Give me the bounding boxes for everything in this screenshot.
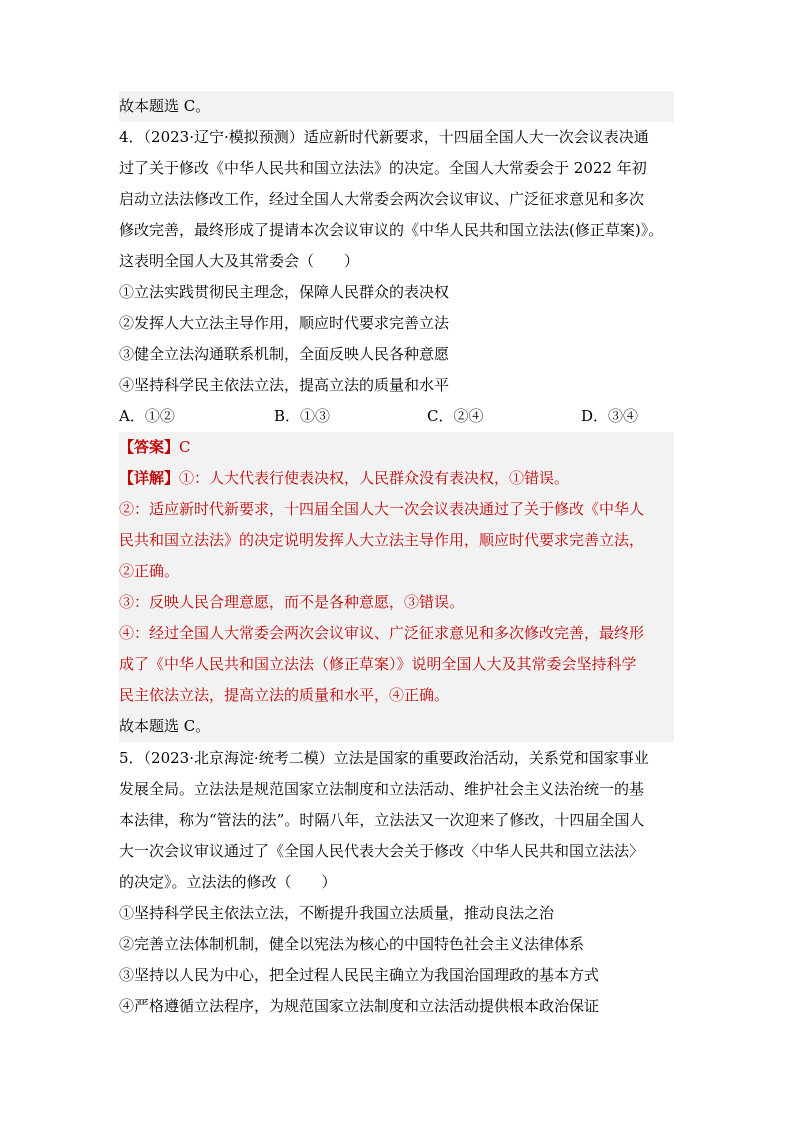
q4-answer <box>119 432 674 463</box>
q4-stem-line: 启动立法法修改工作，经过全国人大常委会两次会议审议、广泛征求意见和多次 <box>119 190 645 208</box>
detail-tag: 【详解】 <box>119 469 180 487</box>
detail-text: ①：人大代表行使表决权，人民群众没有表决权，①错误。 <box>179 469 570 487</box>
q4-detail-line: 成了《中华人民共和国立法法（修正草案）》说明全国人大及其常委会坚持科学 <box>119 649 674 680</box>
q4-statement-3: ③健全立法沟通联系机制，全面反映人民各种意愿 <box>119 345 450 363</box>
q4-statement-4: ④坚持科学民主依法立法，提高立法的质量和水平 <box>119 376 450 394</box>
q4-option-d: D．③④ <box>581 407 639 425</box>
q5-stem-line: 发展全局。立法法是规范国家立法制度和立法活动、维护社会主义法治统一的基 <box>119 780 645 798</box>
q4-stem-line: 过了关于修改《中华人民共和国立法法》的决定。全国人大常委会于 2022 年初 <box>119 159 647 177</box>
q4-detail-line: 民主依法立法，提高立法的质量和水平，④正确。 <box>119 680 674 711</box>
q4-detail-line: 民共和国立法法》的决定说明发挥人大立法主导作用，顺应时代要求完善立法， <box>119 525 674 556</box>
q4-option-b: B．①③ <box>274 407 331 425</box>
q4-options <box>119 401 674 432</box>
q5-statement-1: ①坚持科学民主依法立法，不断提升我国立法质量，推动良法之治 <box>119 904 555 922</box>
q4-statement-2: ②发挥人大立法主导作用，顺应时代要求完善立法 <box>119 314 450 332</box>
q4-stem-line: 修改完善，最终形成了提请本次会议审议的《中华人民共和国立法法(修正草案)》。 <box>119 221 664 239</box>
q5-statement-3: ③坚持以人民为中心，把全过程人民民主确立为我国治国理政的基本方式 <box>119 966 600 984</box>
q4-option-a: A．①② <box>119 407 175 425</box>
q5-stem-line: 的决定》。立法法的修改（ ） <box>119 873 337 891</box>
q5-statement-4: ④严格遵循立法程序，为规范国家立法制度和立法活动提供根本政治保证 <box>119 997 600 1015</box>
prev-conclusion: 故本题选 C。 <box>119 91 674 122</box>
q5-statement-2: ②完善立法体制机制，健全以宪法为核心的中国特色社会主义法律体系 <box>119 935 585 953</box>
q4-detail-line: ④：经过全国人大常委会两次会议审议、广泛征求意见和多次修改完善，最终形 <box>119 618 674 649</box>
q4-statement-1: ①立法实践贯彻民主理念，保障人民群众的表决权 <box>119 283 450 301</box>
q4-option-c: C．②④ <box>427 407 484 425</box>
q4-stem-line: 4．（2023·辽宁·模拟预测）适应新时代新要求，十四届全国人大一次会议表决通 <box>119 128 649 146</box>
q4-conclusion: 故本题选 C。 <box>119 711 674 742</box>
q4-detail-line: ③：反映人民合理意愿，而不是各种意愿，③错误。 <box>119 587 674 618</box>
answer-value: C <box>179 438 191 456</box>
q5-stem-line: 本法律，称为“管法的法”。时隔八年，立法法又一次迎来了修改，十四届全国人 <box>119 811 645 829</box>
q5-stem-line: 大一次会议审议通过了《全国人民代表大会关于修改〈中华人民共和国立法法〉 <box>119 842 645 860</box>
answer-tag: 【答案】 <box>119 438 180 456</box>
q5-stem-line: 5．（2023·北京海淀·统考二模）立法是国家的重要政治活动，关系党和国家事业 <box>119 749 649 767</box>
q4-detail-line <box>119 463 674 494</box>
q4-detail-line: ②：适应新时代新要求，十四届全国人大一次会议表决通过了关于修改《中华人 <box>119 494 674 525</box>
q4-stem-line: 这表明全国人大及其常委会（ ） <box>119 252 360 270</box>
q4-detail-line: ②正确。 <box>119 556 674 587</box>
